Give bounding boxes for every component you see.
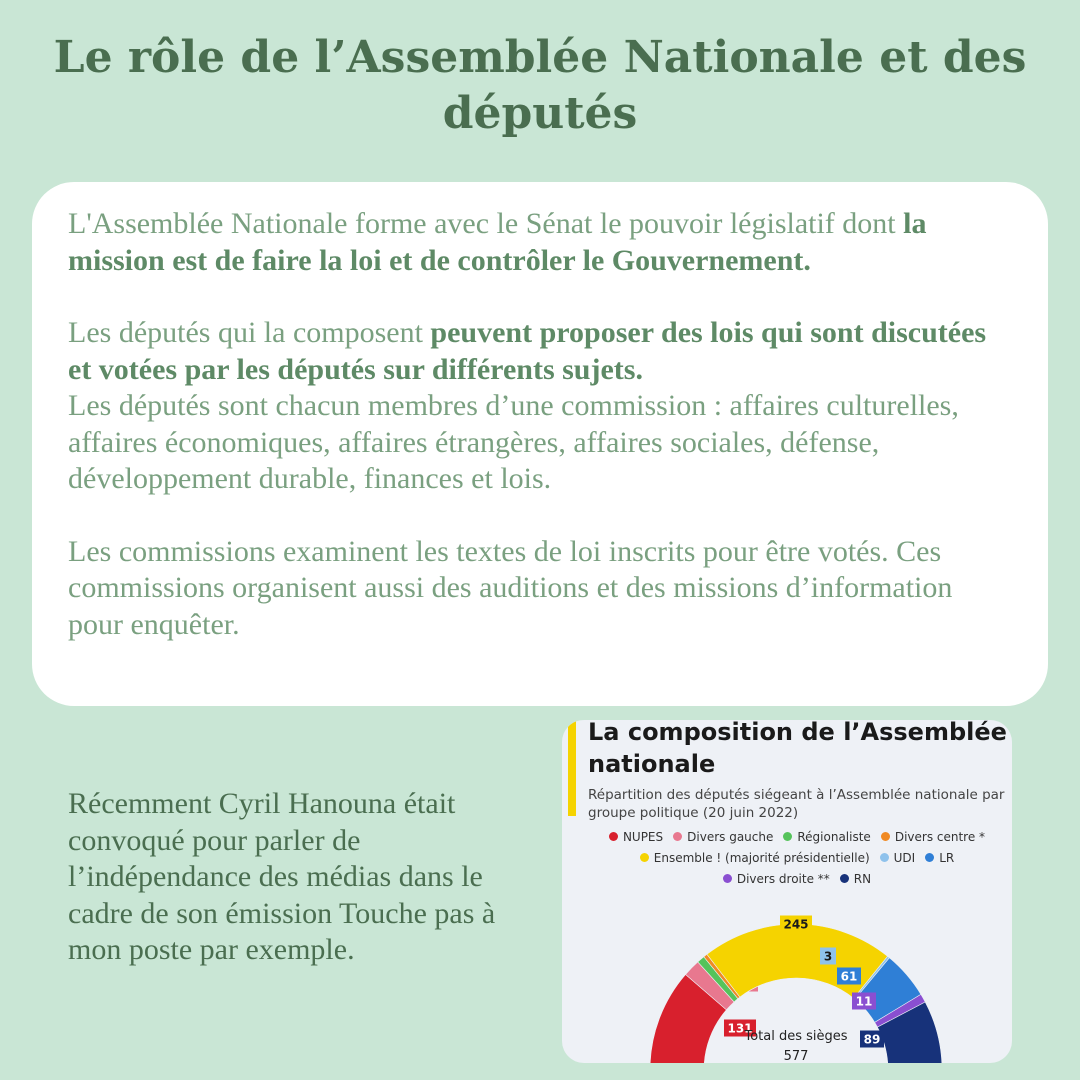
legend-label: Ensemble ! (majorité présidentielle) — [653, 851, 870, 865]
p1-plain: L'Assemblée Nationale forme avec le Sénat le pouvoir législatif dont — [68, 207, 904, 240]
legend-label: Divers droite ** — [736, 872, 830, 886]
legend-label: UDI — [893, 851, 916, 865]
chart-title: La composition de l’Assemblée nationale — [588, 720, 1007, 778]
seat-segment — [707, 924, 888, 998]
legend-label: RN — [853, 872, 872, 886]
legend-label: Divers centre * — [894, 830, 986, 844]
value-label: 245 — [783, 917, 809, 932]
legend-label: Divers gauche — [687, 830, 774, 844]
value-label: 89 — [863, 1032, 881, 1047]
value-label: 131 — [727, 1021, 753, 1036]
p2-bold: peuvent proposer des lois qui sont discutées et votées par les députés sur différents sujets. — [68, 316, 987, 386]
value-label: 61 — [840, 969, 858, 984]
legend-label: NUPES — [622, 830, 664, 844]
p1-bold: la mission est de faire la loi et de contrôler le Gouvernement. — [68, 207, 927, 277]
chart-subtitle: Répartition des députés siégeant à l’Assemblée nationale par groupe politique (20 juin 2022) — [588, 787, 1005, 821]
value-label: 11 — [855, 994, 873, 1009]
p2-rest: Les députés sont chacun membres d’une commission : affaires culturelles, affaires économiques, affaires étrangères, affaires sociales, défense, développement durable, finances et lois. — [68, 389, 959, 495]
chart-infographic — [562, 720, 1012, 1063]
p2-plain: Les députés qui la composent — [68, 316, 431, 349]
total-value: 577 — [783, 1049, 809, 1063]
paragraph-legislative — [68, 206, 1008, 279]
parliament-chart — [562, 720, 1012, 1063]
info-card — [32, 182, 1048, 706]
value-label: 3 — [823, 949, 833, 964]
example-text: Récemment Cyril Hanouna était convoqué pour parler de l’indépendance des médias dans le cadre de son émission Touche pas à mon poste par exemple. — [68, 787, 496, 966]
card-text — [68, 206, 1008, 679]
page-title: Le rôle de l’Assemblée Nationale et des députés — [53, 32, 1027, 139]
legend-label: LR — [939, 851, 955, 865]
paragraph-commissions: Les commissions examinent les textes de loi inscrits pour être votés. Ces commissions organisent aussi des auditions et des missions d’information pour enquêter. — [68, 534, 953, 641]
total-label: Total des sièges — [744, 1029, 848, 1044]
paragraph-deputies — [68, 315, 1008, 498]
legend-label: Régionaliste — [797, 830, 871, 844]
